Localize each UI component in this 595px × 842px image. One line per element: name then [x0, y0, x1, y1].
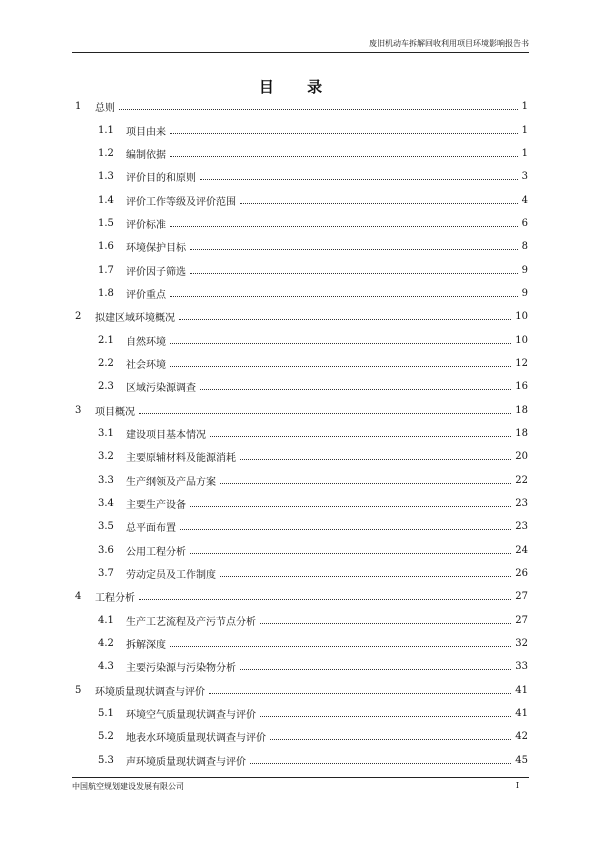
toc-dot-leader: [240, 459, 511, 460]
toc-dot-leader: [190, 273, 518, 274]
toc-entry-title: 区域污染源调查: [126, 383, 196, 395]
toc-section-entry[interactable]: [72, 352, 528, 375]
toc-chapter-entry[interactable]: [72, 305, 528, 328]
toc-section-entry[interactable]: [72, 725, 528, 748]
toc-entry-page: 3: [521, 171, 528, 183]
toc-entry-title: 劳动定员及工作制度: [126, 570, 216, 582]
toc-entry-page: 23: [515, 521, 528, 533]
toc-dot-leader: [200, 179, 518, 180]
toc-entry-page: 1: [521, 147, 528, 159]
toc-entry-number: 2.1: [98, 334, 114, 346]
toc-dot-leader: [190, 249, 518, 250]
toc-entry-number: 1.7: [98, 264, 114, 276]
toc-dot-leader: [260, 716, 511, 717]
toc-entry-title: 环境质量现状调查与评价: [95, 686, 205, 698]
toc-dot-leader: [170, 226, 518, 227]
toc-entry-page: 45: [515, 754, 528, 766]
toc-entry-number: 1.3: [98, 171, 114, 183]
toc-entry-number: 4.3: [98, 661, 114, 673]
toc-dot-leader: [190, 506, 511, 507]
toc-entry-title: 工程分析: [95, 593, 135, 605]
toc-entry-page: 24: [515, 544, 528, 556]
toc-chapter-entry[interactable]: [72, 398, 528, 421]
toc-section-entry[interactable]: [72, 655, 528, 678]
toc-entry-number: 1.4: [98, 194, 114, 206]
toc-entry-number: 3.2: [98, 451, 114, 463]
toc-entry-page: 27: [515, 591, 528, 603]
toc-entry-page: 10: [515, 334, 528, 346]
toc-dot-leader: [170, 646, 511, 647]
running-header: [72, 38, 529, 53]
toc-section-entry[interactable]: [72, 258, 528, 281]
page-title: 目 录: [258, 78, 337, 96]
toc-entry-title: 编制依据: [126, 149, 166, 161]
toc-entry-number: 1.6: [98, 241, 114, 253]
toc-entry-page: 10: [515, 311, 528, 323]
toc-section-entry[interactable]: [72, 422, 528, 445]
toc-dot-leader: [179, 319, 511, 320]
toc-section-entry[interactable]: [72, 539, 528, 562]
toc-entry-number: 1.2: [98, 147, 114, 159]
toc-entry-title: 地表水环境质量现状调查与评价: [126, 733, 266, 745]
toc-dot-leader: [240, 669, 511, 670]
toc-entry-title: 社会环境: [126, 359, 166, 371]
toc-entry-number: 3.1: [98, 427, 114, 439]
toc-entry-title: 声环境质量现状调查与评价: [126, 756, 246, 768]
toc-entry-title: 总平面布置: [126, 523, 176, 535]
toc-section-entry[interactable]: [72, 469, 528, 492]
toc-section-entry[interactable]: [72, 328, 528, 351]
toc-entry-page: 23: [515, 498, 528, 510]
toc-entry-number: 3.7: [98, 568, 114, 580]
toc-entry-number: 3.5: [98, 521, 114, 533]
toc-section-entry[interactable]: [72, 142, 528, 165]
toc-entry-title: 项目由来: [126, 126, 166, 138]
toc-dot-leader: [270, 739, 511, 740]
toc-entry-page: 16: [515, 381, 528, 393]
toc-entry-page: 27: [515, 614, 528, 626]
toc-entry-page: 18: [515, 404, 528, 416]
toc-entry-title: 评价因子筛选: [126, 266, 186, 278]
toc-entry-title: 评价重点: [126, 289, 166, 301]
toc-entry-number: 3.4: [98, 498, 114, 510]
toc-entry-title: 评价标准: [126, 219, 166, 231]
toc-section-entry[interactable]: [72, 235, 528, 258]
toc-entry-number: 5.1: [98, 708, 114, 720]
toc-dot-leader: [200, 389, 511, 390]
toc-section-entry[interactable]: [72, 749, 528, 772]
toc-entry-number: 1.1: [98, 124, 114, 136]
toc-entry-page: 22: [515, 474, 528, 486]
toc-entry-page: 20: [515, 451, 528, 463]
toc-section-entry[interactable]: [72, 118, 528, 141]
footer-page-number: I: [515, 781, 519, 790]
toc-section-entry[interactable]: [72, 492, 528, 515]
toc-dot-leader: [220, 576, 511, 577]
toc-entry-page: 26: [515, 568, 528, 580]
toc-entry-page: 33: [515, 661, 528, 673]
toc-dot-leader: [170, 343, 511, 344]
toc-section-entry[interactable]: [72, 702, 528, 725]
toc-chapter-entry[interactable]: [72, 679, 528, 702]
toc-dot-leader: [119, 109, 518, 110]
header-text: 废旧机动车拆解回收利用项目环境影响报告书: [369, 39, 529, 48]
toc-section-entry[interactable]: [72, 188, 528, 211]
toc-dot-leader: [139, 599, 511, 600]
toc-entry-number: 3.3: [98, 474, 114, 486]
toc-entry-number: 5.2: [98, 731, 114, 743]
toc-section-entry[interactable]: [72, 562, 528, 585]
toc-section-entry[interactable]: [72, 212, 528, 235]
toc-entry-page: 32: [515, 638, 528, 650]
toc-entry-page: 9: [521, 287, 528, 299]
toc-dot-leader: [209, 693, 511, 694]
toc-entry-title: 环境保护目标: [126, 243, 186, 255]
toc-dot-leader: [170, 133, 518, 134]
toc-dot-leader: [170, 366, 511, 367]
toc-dot-leader: [170, 156, 518, 157]
toc-entry-page: 18: [515, 427, 528, 439]
toc-entry-page: 42: [515, 731, 528, 743]
table-of-contents: [72, 95, 528, 772]
toc-entry-page: 41: [515, 684, 528, 696]
toc-entry-number: 2: [75, 311, 82, 323]
toc-entry-number: 1.5: [98, 217, 114, 229]
toc-entry-page: 12: [515, 357, 528, 369]
running-footer: [72, 777, 529, 792]
toc-entry-page: 1: [521, 101, 528, 113]
toc-entry-title: 拆解深度: [126, 640, 166, 652]
toc-entry-number: 5.3: [98, 754, 114, 766]
toc-dot-leader: [180, 529, 511, 530]
toc-entry-number: 3: [75, 404, 82, 416]
toc-entry-page: 41: [515, 708, 528, 720]
toc-entry-page: 1: [521, 124, 528, 136]
toc-entry-number: 1: [75, 101, 82, 113]
toc-entry-title: 生产纲领及产品方案: [126, 476, 216, 488]
toc-entry-title: 评价工作等级及评价范围: [126, 196, 236, 208]
footer-company: 中国航空规划建设发展有限公司: [72, 782, 184, 791]
toc-dot-leader: [190, 553, 511, 554]
toc-entry-page: 4: [521, 194, 528, 206]
toc-section-entry[interactable]: [72, 282, 528, 305]
toc-entry-title: 生产工艺流程及产污节点分析: [126, 616, 256, 628]
toc-section-entry[interactable]: [72, 165, 528, 188]
toc-chapter-entry[interactable]: [72, 95, 528, 118]
toc-entry-title: 自然环境: [126, 336, 166, 348]
toc-entry-title: 主要原辅材料及能源消耗: [126, 453, 236, 465]
toc-chapter-entry[interactable]: [72, 585, 528, 608]
toc-entry-number: 2.2: [98, 357, 114, 369]
toc-dot-leader: [240, 203, 518, 204]
toc-section-entry[interactable]: [72, 609, 528, 632]
toc-dot-leader: [260, 623, 511, 624]
toc-entry-title: 总则: [95, 103, 115, 115]
toc-entry-page: 8: [521, 241, 528, 253]
toc-section-entry[interactable]: [72, 445, 528, 468]
toc-entry-title: 公用工程分析: [126, 546, 186, 558]
toc-dot-leader: [170, 296, 518, 297]
toc-entry-title: 环境空气质量现状调查与评价: [126, 710, 256, 722]
toc-entry-number: 4.2: [98, 638, 114, 650]
toc-entry-title: 拟建区域环境概况: [95, 313, 175, 325]
toc-entry-title: 主要污染源与污染物分析: [126, 663, 236, 675]
toc-entry-number: 4: [75, 591, 82, 603]
toc-entry-number: 3.6: [98, 544, 114, 556]
toc-entry-number: 2.3: [98, 381, 114, 393]
toc-entry-page: 9: [521, 264, 528, 276]
toc-entry-number: 1.8: [98, 287, 114, 299]
toc-entry-title: 主要生产设备: [126, 500, 186, 512]
toc-entry-number: 5: [75, 684, 82, 696]
toc-section-entry[interactable]: [72, 632, 528, 655]
toc-entry-title: 项目概况: [95, 406, 135, 418]
toc-section-entry[interactable]: [72, 375, 528, 398]
toc-entry-title: 评价目的和原则: [126, 173, 196, 185]
toc-dot-leader: [220, 483, 511, 484]
toc-entry-page: 6: [521, 217, 528, 229]
toc-dot-leader: [139, 413, 511, 414]
toc-dot-leader: [250, 763, 511, 764]
toc-entry-title: 建设项目基本情况: [126, 429, 206, 441]
toc-dot-leader: [210, 436, 511, 437]
toc-entry-number: 4.1: [98, 614, 114, 626]
toc-section-entry[interactable]: [72, 515, 528, 538]
